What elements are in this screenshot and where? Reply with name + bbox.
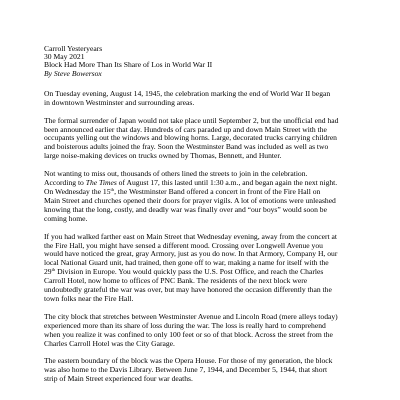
paragraph-line: was also home to the Davis Library. Between June 7, 1944, and December 5, 1944, that short — [44, 365, 328, 375]
paragraph-line: been announced earlier that day. Hundreds of cars paraded up and down Main Street with the — [44, 124, 327, 134]
paragraph-line: large noise-making devices on trucks owned by Thomas, Bennett, and Hunter. — [44, 151, 282, 161]
publication-name: Carroll Yesteryears — [44, 44, 103, 53]
paragraph-line: On Tuesday evening, August 14, 1945, the celebration marking the end of World War II began — [44, 88, 331, 98]
paragraph-6 — [44, 357, 366, 384]
paragraph-line: Charles Carroll Hotel was the City Garage. — [44, 338, 175, 348]
paragraph-line: Main Street and churches opened their doors for prayer vigils. A lot of emotions were unleashed — [44, 195, 336, 205]
text-run: According to — [44, 178, 86, 188]
paragraph-line: The eastern boundary of the block was the Opera House. For those of my generation, the block — [44, 356, 333, 366]
ordinal-suffix: th — [110, 186, 115, 192]
paragraph-line: and boisterous adults joined the fray. Soon the Westminster Band was included as well as two — [44, 142, 329, 152]
paragraph-line: in downtown Westminster and surrounding areas. — [44, 97, 195, 107]
paragraph-2 — [44, 117, 366, 162]
paragraph-1 — [44, 90, 366, 108]
article-title: Block Had More Than Its Share of Los in World War II — [44, 60, 213, 70]
ordinal-suffix: th — [51, 267, 56, 273]
paragraph-line: town folks near the Fire Hall. — [44, 293, 134, 303]
text-run: On Wednesday the 15 — [44, 186, 111, 196]
text-run: of August 17, this lasted until 1:30 a.m., and began again the next night. — [116, 178, 338, 188]
newspaper-name: The Times — [85, 178, 117, 188]
paragraph-line: the Fire Hall, you might have sensed a different mood. Crossing over Longwell Avenue you — [44, 240, 323, 250]
paragraph-line: experienced more than its share of loss during the war. The loss is really hard to comprehend — [44, 320, 326, 330]
paragraph-line: when you realize it was confined to only 100 feet or so of that block. Across the street from the — [44, 329, 333, 339]
paragraph-line: Carroll Hotel, now home to offices of PNC Bank. The residents of the next block were — [44, 276, 308, 286]
paragraph-3 — [44, 170, 366, 223]
paragraph-line: strip of Main Street experienced four war deaths. — [44, 374, 193, 384]
article-date: 30 May 2021 — [44, 52, 85, 62]
paragraph-line: undoubtedly grateful the war was over, but may have honored the occasion differently than the — [44, 285, 332, 295]
paragraph-4 — [44, 233, 366, 304]
paragraph-line: Not wanting to miss out, thousands of others lined the streets to join in the celebration. — [44, 169, 308, 179]
paragraph-line: local National Guard unit, had trained, then gone off to war, making a name for itself with the — [44, 258, 329, 268]
paragraph-line: coming home. — [44, 213, 88, 223]
text-run: 29 — [44, 267, 52, 277]
article-byline: By Steve Bowersox — [44, 68, 102, 78]
text-run: Division in Europe. You would quickly pass the U.S. Post Office, and reach the Charles — [55, 267, 324, 277]
paragraph-line: The city block that stretches between Westminster Avenue and Lincoln Road (mere alleys today) — [44, 311, 338, 321]
paragraph-5 — [44, 313, 366, 349]
article — [44, 45, 366, 384]
paragraph-line: If you had walked farther east on Main Street that Wednesday evening, away from the concert at — [44, 231, 337, 241]
paragraph-line: would have noticed the great, gray Armory, just as you do now. In that Armory, Company H, our — [44, 249, 338, 259]
text-run: , the Westminster Band offered a concert in front of the Fire Hall on — [114, 186, 321, 196]
paragraph-line: knowing that the long, costly, and deadly war was finally over and “our boys” would soon be — [44, 204, 327, 214]
paragraph-line: occupants yelling out the windows and blowing horns. Large, decorated trucks carrying children — [44, 133, 337, 143]
paragraph-line: The formal surrender of Japan would not take place until September 2, but the unofficial end had — [44, 115, 339, 125]
